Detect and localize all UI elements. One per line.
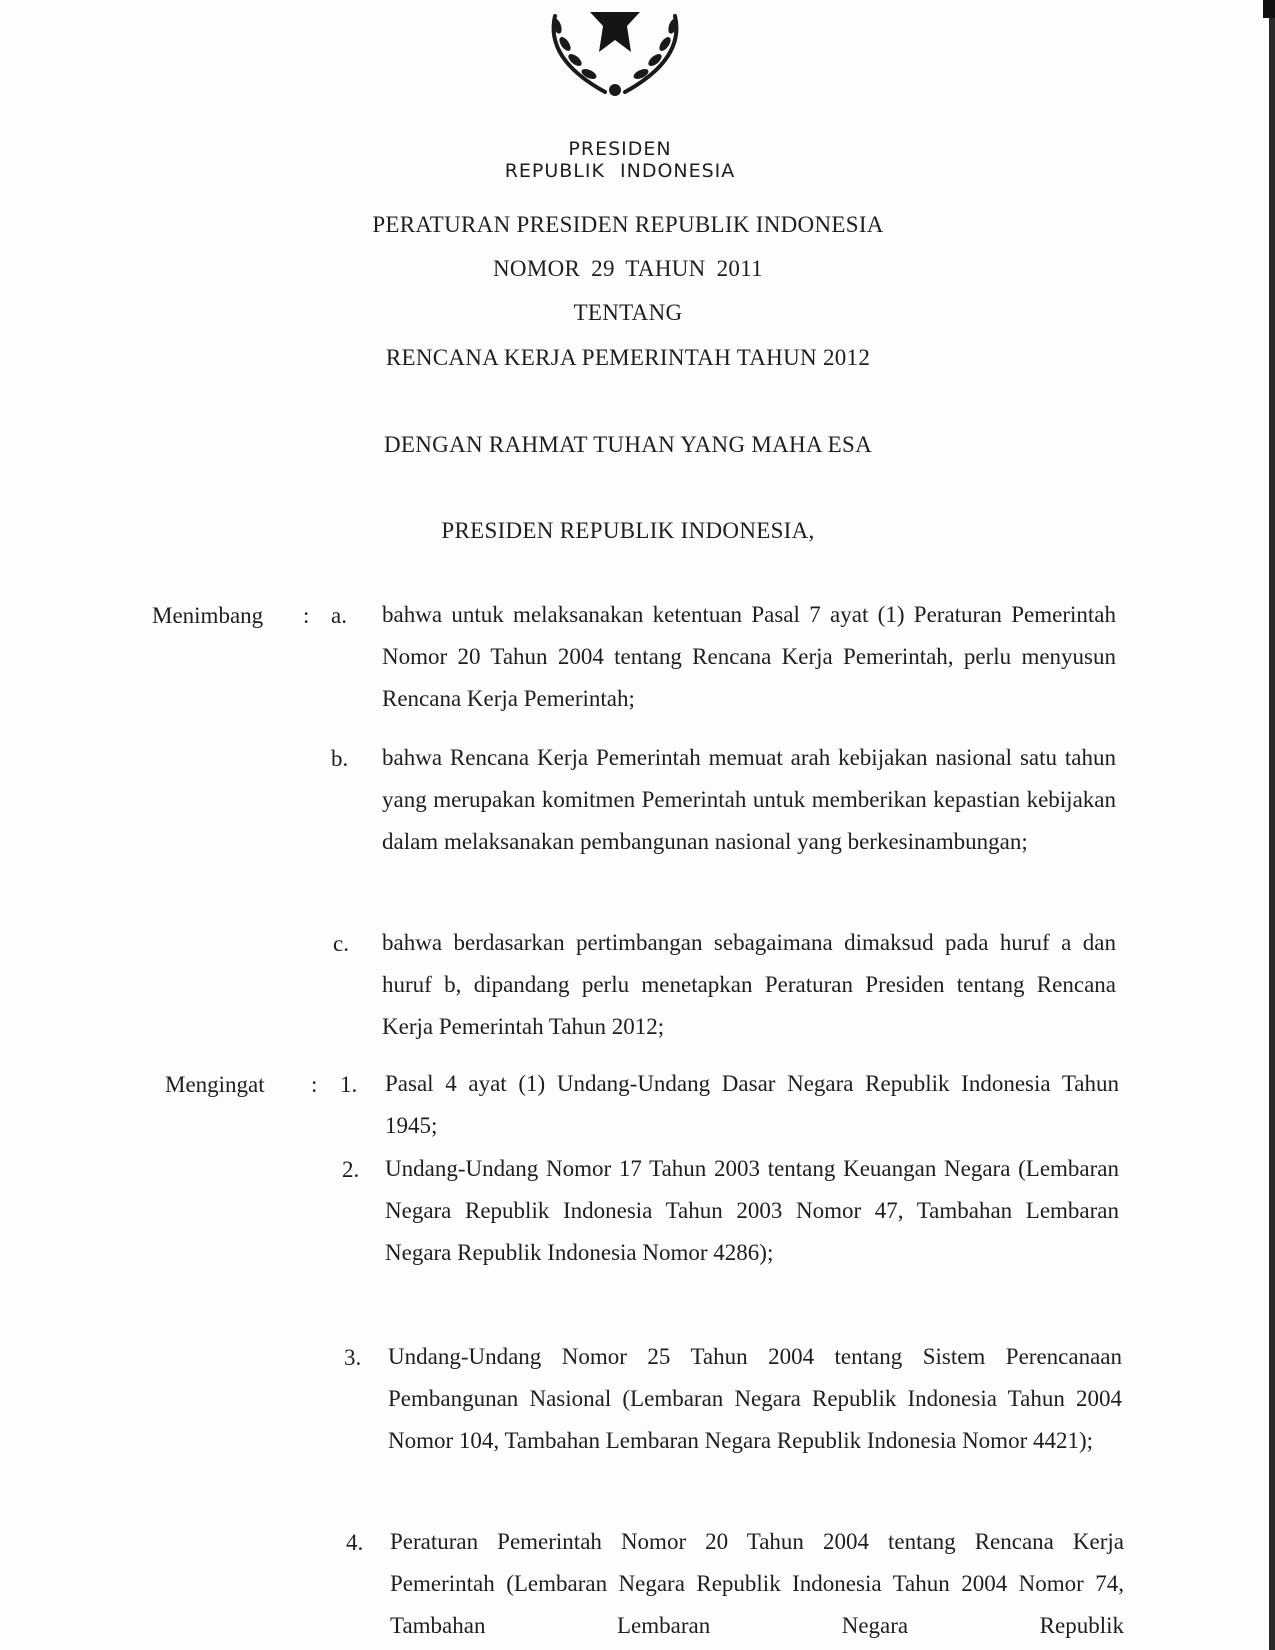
title-line-2: NOMOR 29 TAHUN 2011 bbox=[493, 256, 763, 281]
scan-edge bbox=[1269, 0, 1275, 1650]
menimbang-marker-c: c. bbox=[333, 931, 349, 956]
menimbang-item-b: bahwa Rencana Kerja Pemerintah memuat arah kebijakan nasional satu tahun yang merupakan komitmen Pemerintah untuk memberikan kepastian kebijakan dalam melaksanakan pembangunan nasional yang berkesinambungan; bbox=[382, 745, 1116, 854]
scan-corner bbox=[1263, 0, 1275, 18]
letterhead-line1: PRESIDEN bbox=[568, 138, 672, 160]
mengingat-item-2: Undang-Undang Nomor 17 Tahun 2003 tentang Keuangan Negara (Lembaran Negara Republik Indonesia Tahun 2003 Nomor 47, Tambahan Lembaran Negara Republik Indonesia Nomor 4286); bbox=[385, 1156, 1119, 1265]
title-line-1: PERATURAN PRESIDEN REPUBLIK INDONESIA bbox=[372, 212, 884, 237]
menimbang-marker-a: a. bbox=[331, 603, 347, 628]
mengingat-label: Mengingat bbox=[165, 1072, 265, 1097]
menimbang-label: Menimbang bbox=[152, 603, 264, 628]
mengingat-marker-1: 1. bbox=[340, 1072, 358, 1097]
title-line-3: TENTANG bbox=[573, 300, 683, 325]
mengingat-marker-3: 3. bbox=[344, 1345, 362, 1370]
invocation: DENGAN RAHMAT TUHAN YANG MAHA ESA bbox=[383, 432, 873, 457]
mengingat-item-3: Undang-Undang Nomor 25 Tahun 2004 tentang Sistem Perencanaan Pembangunan Nasional (Lembaran Negara Republik Indonesia Tahun 2004 Nomor 104, Tambahan Lembaran Negara Republik Indonesia Nomor 4421); bbox=[388, 1344, 1122, 1453]
mengingat-marker-4: 4. bbox=[346, 1530, 364, 1555]
authority: PRESIDEN REPUBLIK INDONESIA, bbox=[441, 518, 815, 543]
menimbang-marker-b: b. bbox=[331, 746, 349, 771]
mengingat-colon: : bbox=[311, 1072, 318, 1097]
title-line-4: RENCANA KERJA PEMERINTAH TAHUN 2012 bbox=[385, 345, 871, 370]
mengingat-item-4: Peraturan Pemerintah Nomor 20 Tahun 2004 tentang Rencana Kerja Pemerintah (Lembaran Negara Republik Indonesia Tahun 2004 Nomor 74, Tambahan Lembaran Negara Republik bbox=[390, 1529, 1124, 1638]
presidential-emblem-icon bbox=[535, 4, 695, 104]
menimbang-item-c: bahwa berdasarkan pertimbangan sebagaimana dimaksud pada huruf a dan huruf b, dipandang perlu menetapkan Peraturan Presiden tentang Rencana Kerja Pemerintah Tahun 2012; bbox=[382, 930, 1116, 1039]
menimbang-item-a: bahwa untuk melaksanakan ketentuan Pasal 7 ayat (1) Peraturan Pemerintah Nomor 20 Tahun 2004 tentang Rencana Kerja Pemerintah, perlu menyusun Rencana Kerja Pemerintah; bbox=[382, 602, 1116, 711]
mengingat-marker-2: 2. bbox=[342, 1157, 360, 1182]
menimbang-colon: : bbox=[303, 603, 310, 628]
letterhead-line2: REPUBLIK INDONESIA bbox=[504, 160, 736, 182]
mengingat-item-1: Pasal 4 ayat (1) Undang-Undang Dasar Negara Republik Indonesia Tahun 1945; bbox=[385, 1071, 1119, 1138]
